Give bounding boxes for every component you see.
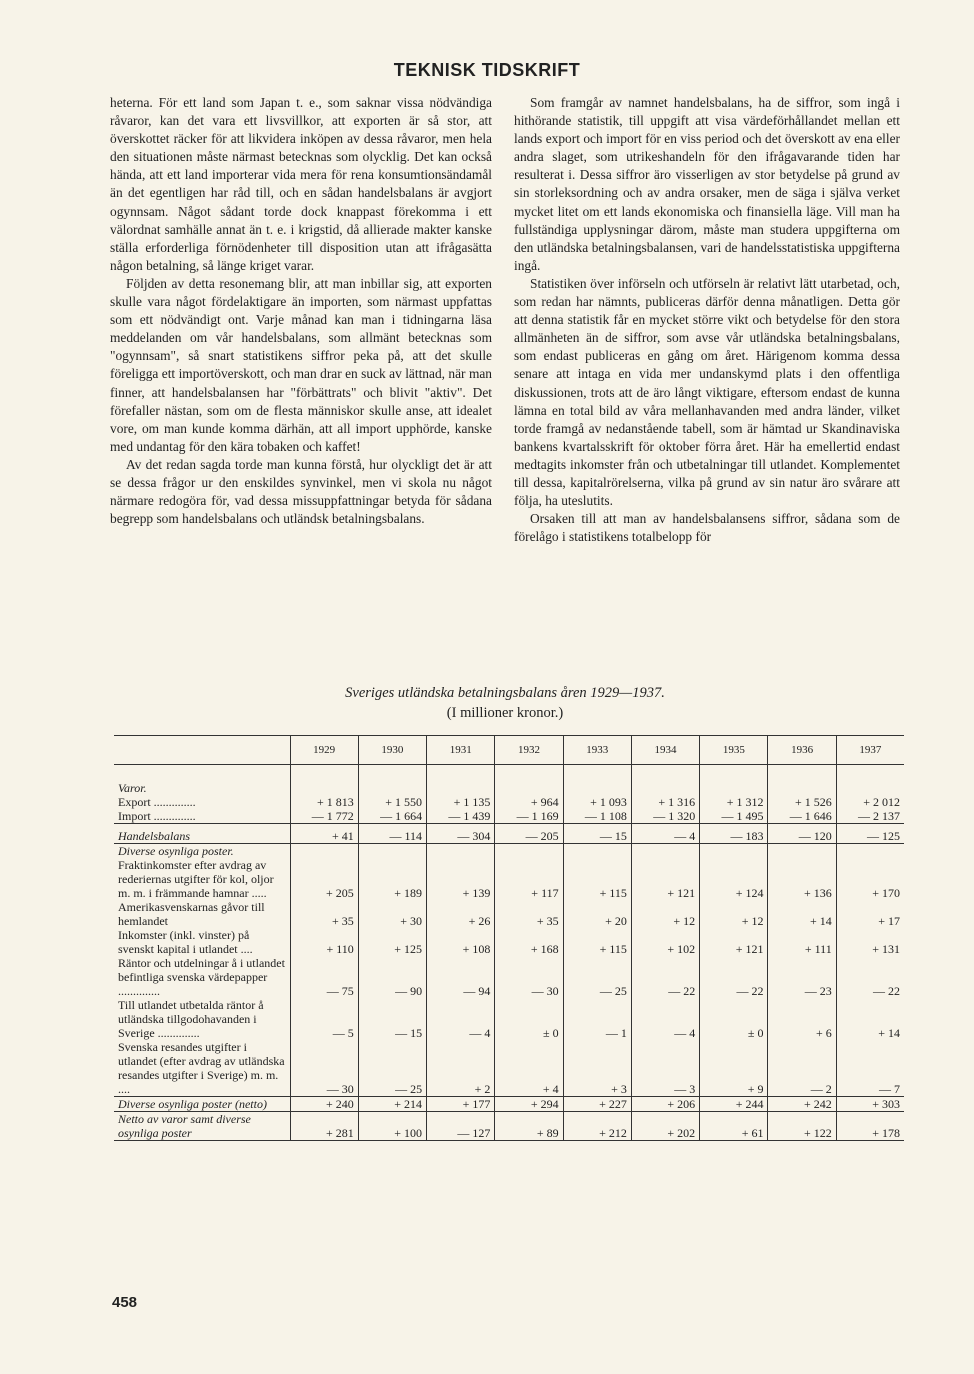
year-header-row bbox=[114, 736, 904, 765]
value-cell: + 121 bbox=[631, 858, 699, 900]
row-label: Svenska resandes utgifter i utlandet (efter avdrag av utländska resandes utgifter i Sverige) m. m. .... bbox=[114, 1040, 290, 1097]
value-cell: + 131 bbox=[836, 928, 904, 956]
value-cell: + 2 012 bbox=[836, 795, 904, 809]
year-cell: 1933 bbox=[563, 736, 631, 765]
value-cell: + 244 bbox=[700, 1096, 768, 1111]
row-label: Inkomster (inkl. vinster) på svenskt kapital i utlandet .... bbox=[118, 927, 253, 956]
value-cell: — 90 bbox=[358, 956, 426, 998]
value-cell: — 22 bbox=[700, 956, 768, 998]
value-cell: + 240 bbox=[290, 1096, 358, 1111]
value-cell: + 6 bbox=[768, 998, 836, 1040]
value-cell: — 1 108 bbox=[563, 809, 631, 824]
year-cell: 1931 bbox=[427, 736, 495, 765]
value-cell: + 1 312 bbox=[700, 795, 768, 809]
table-row bbox=[114, 928, 904, 956]
value-cell: — 114 bbox=[358, 823, 426, 843]
row-label: Fraktinkomster efter avdrag av rederiernas utgifter för kol, oljor m. m. i främmande hamnar ..... bbox=[118, 857, 274, 900]
year-cell: 1935 bbox=[700, 736, 768, 765]
value-cell: + 206 bbox=[631, 1096, 699, 1111]
paragraph: Statistiken över införseln och utförseln är relativt lätt utarbetad, och, som redan har nämnts, publiceras därför denna månatligen. Detta gör att denna statistik får en mycket större vikt och betydelse för den stora allmänheten än de siffror, som avse vår utländska betalningsbalans, som endast publiceras en gång om året. Härigenom komma dessa senare att intaga en vida mer undanskymd plats i den offentliga diskussionen, trots att de äro långt viktigare, eftersom endast de kunna lämna en total bild av våra mellanhavanden med andra länder, vilket torde framgå av nedanstående tabell, som är hämtad ur Skandinaviska bankens kvartalsskrift för oktober förra året. Här ha emellertid endast medtagits inkomster från och utbetalningar till utlandet. Komplementet till dessa, kapitalrörelserna, vilka på grund av sin natur äro svårare att följa, ha uteslutits. bbox=[514, 275, 900, 509]
value-cell: + 9 bbox=[700, 1040, 768, 1097]
value-cell: — 75 bbox=[290, 956, 358, 998]
value-cell: — 7 bbox=[836, 1040, 904, 1097]
section-label: Diverse osynliga poster. bbox=[118, 843, 234, 858]
value-cell: — 2 bbox=[768, 1040, 836, 1097]
value-cell: — 1 bbox=[563, 998, 631, 1040]
value-cell: + 1 093 bbox=[563, 795, 631, 809]
left-column bbox=[110, 94, 492, 528]
table-row bbox=[114, 795, 904, 809]
value-cell: — 125 bbox=[836, 823, 904, 843]
value-cell: + 115 bbox=[563, 858, 631, 900]
row-label: Import .............. bbox=[114, 809, 290, 824]
row-label: Diverse osynliga poster (netto) bbox=[114, 1096, 290, 1111]
value-cell: — 22 bbox=[836, 956, 904, 998]
table-row bbox=[114, 858, 904, 900]
table-row bbox=[114, 956, 904, 998]
page-number: 458 bbox=[112, 1294, 138, 1311]
year-cell: 1937 bbox=[836, 736, 904, 765]
table-row bbox=[114, 998, 904, 1040]
value-cell: + 1 135 bbox=[427, 795, 495, 809]
value-cell: + 30 bbox=[358, 900, 426, 928]
value-cell: + 1 813 bbox=[290, 795, 358, 809]
row-label: Handelsbalans bbox=[114, 823, 290, 843]
journal-header: TEKNISK TIDSKRIFT bbox=[393, 60, 581, 80]
value-cell: — 4 bbox=[631, 823, 699, 843]
year-cell: 1929 bbox=[290, 736, 358, 765]
paragraph: Följden av detta resonemang blir, att man inbillar sig, att exporten skulle vara något fördelaktigare än importen, som närmast uppfattas som ett nödvändigt ont. Varje månad kan man i tidningarna läsa meddelanden om vår handelsbalans, som allmänt betecknas som "ogynnsam", så snart statistikens siffror peka på, att det skulle föreligga ett importöverskott, och man drar en suck av lättnad, när man finner, att handelsbalansen har "förbättrats" och blivit "aktiv". Det förefaller nästan, som om de flesta människor skulle anse, att idealet vore, om man kunde komma därhän, att all import upphörde, kanske med undantag för den kära tobaken och kaffet! bbox=[110, 275, 492, 454]
table-row bbox=[114, 1111, 904, 1140]
value-cell: — 205 bbox=[495, 823, 563, 843]
value-cell: + 205 bbox=[290, 858, 358, 900]
value-cell: + 12 bbox=[631, 900, 699, 928]
value-cell: + 117 bbox=[495, 858, 563, 900]
value-cell: — 3 bbox=[631, 1040, 699, 1097]
value-cell: + 2 bbox=[427, 1040, 495, 1097]
paragraph: Av det redan sagda torde man kunna förstå, hur olyckligt det är att se dessa frågor ur den enskildes synvinkel, men vi skola nu något närmare redogöra för, vad dessa missuppfattningar betyda för sådana begrepp som handelsbalans och utländsk betalningsbalans. bbox=[110, 456, 492, 527]
value-cell: + 110 bbox=[290, 928, 358, 956]
table-row bbox=[114, 843, 904, 858]
value-cell: + 294 bbox=[495, 1096, 563, 1111]
value-cell: + 214 bbox=[358, 1096, 426, 1111]
value-cell: + 170 bbox=[836, 858, 904, 900]
right-column bbox=[514, 94, 900, 546]
row-label: Export .............. bbox=[118, 794, 196, 809]
value-cell: — 1 169 bbox=[495, 809, 563, 824]
value-cell: + 102 bbox=[631, 928, 699, 956]
value-cell: — 183 bbox=[700, 823, 768, 843]
value-cell: — 304 bbox=[427, 823, 495, 843]
row-label: Räntor och utdelningar å i utlandet befintliga svenska värdepapper .............. bbox=[118, 955, 285, 998]
value-cell: + 35 bbox=[290, 900, 358, 928]
value-cell: + 14 bbox=[836, 998, 904, 1040]
value-cell: — 1 772 bbox=[290, 809, 358, 824]
value-cell: — 30 bbox=[495, 956, 563, 998]
value-cell: — 4 bbox=[631, 998, 699, 1040]
value-cell: — 1 439 bbox=[427, 809, 495, 824]
value-cell: + 227 bbox=[563, 1096, 631, 1111]
value-cell: + 303 bbox=[836, 1096, 904, 1111]
value-cell: — 23 bbox=[768, 956, 836, 998]
value-cell: + 202 bbox=[631, 1111, 699, 1140]
value-cell: + 3 bbox=[563, 1040, 631, 1097]
value-cell: + 178 bbox=[836, 1111, 904, 1140]
header-corner bbox=[114, 736, 290, 765]
value-cell: + 124 bbox=[700, 858, 768, 900]
table-row bbox=[114, 809, 904, 824]
paragraph: Som framgår av namnet handelsbalans, ha de siffror, som ingå i hithörande statistik, till uppgift att visa värdeförhållandet mellan ett lands export och import för en viss period och det överskott av ena eller andra slaget, som utrikeshandeln för den ifrågavarande tiden har resulterat i. Dessa siffror äro visserligen av stor betydelse på grund av sin storleksordning och av andra orsaker, men de säga i själva verket mycket litet om ett lands ekonomiska och finansiella läge. Vill man ha fullständiga upplysningar därom, måste man studera uppgifterna om den utländska betalningsbalansen, vari de handelsstatistiska uppgifterna ingå. bbox=[514, 95, 900, 273]
value-cell: + 122 bbox=[768, 1111, 836, 1140]
value-cell: + 1 316 bbox=[631, 795, 699, 809]
value-cell: — 127 bbox=[427, 1111, 495, 1140]
value-cell: — 2 137 bbox=[836, 809, 904, 824]
table-subtitle: (I millioner kronor.) bbox=[446, 705, 564, 721]
balance-table bbox=[114, 735, 904, 1141]
value-cell: — 1 320 bbox=[631, 809, 699, 824]
row-label: Amerikasvenskarnas gåvor till hemlandet bbox=[118, 899, 265, 928]
value-cell: + 125 bbox=[358, 928, 426, 956]
value-cell: + 100 bbox=[358, 1111, 426, 1140]
value-cell: + 136 bbox=[768, 858, 836, 900]
value-cell: — 5 bbox=[290, 998, 358, 1040]
value-cell: — 30 bbox=[290, 1040, 358, 1097]
table-row bbox=[114, 1040, 904, 1097]
value-cell: + 121 bbox=[700, 928, 768, 956]
value-cell: — 1 495 bbox=[700, 809, 768, 824]
table-caption bbox=[0, 683, 974, 723]
value-cell: + 281 bbox=[290, 1111, 358, 1140]
section-label: Varor. bbox=[118, 780, 147, 795]
value-cell: + 89 bbox=[495, 1111, 563, 1140]
value-cell: + 1 526 bbox=[768, 795, 836, 809]
table-title: Sveriges utländska betalningsbalans åren 1929—1937. bbox=[345, 685, 665, 701]
value-cell: + 41 bbox=[290, 823, 358, 843]
value-cell: + 1 550 bbox=[358, 795, 426, 809]
value-cell: — 15 bbox=[358, 998, 426, 1040]
value-cell: + 14 bbox=[768, 900, 836, 928]
row-label: Netto av varor samt diverse osynliga poster bbox=[114, 1111, 290, 1140]
year-cell: 1932 bbox=[495, 736, 563, 765]
value-cell: — 22 bbox=[631, 956, 699, 998]
value-cell: — 94 bbox=[427, 956, 495, 998]
value-cell: — 25 bbox=[563, 956, 631, 998]
row-label: Till utlandet utbetalda räntor å utländska tillgodohavanden i Sverige .............. bbox=[118, 997, 264, 1040]
value-cell: — 4 bbox=[427, 998, 495, 1040]
year-cell: 1930 bbox=[358, 736, 426, 765]
paragraph: heterna. För ett land som Japan t. e., som saknar vissa nödvändiga råvaror, kan det vara ett livsvillkor, att exporten är så stor, att överskottet räcker för att likvidera inköpen av dessa råvaror, men hela den situationen måste närmast betecknas som olycklig. Det kan också hända, att ett land importerar vida mera för rena konsumtionsändamål än det egentligen har råd till, och en sådan handelsbalans är avgjort ogynnsam. Något sådant torde dock knappast förekomma i ett välordnat samhälle annat än t. e. i krigstid, då allierade makter kanske ställa erforderliga förnödenheter till disposition utan att ifrågasätta någon betalning, så länge kriget varar. bbox=[110, 95, 492, 273]
value-cell: + 177 bbox=[427, 1096, 495, 1111]
value-cell: + 61 bbox=[700, 1111, 768, 1140]
value-cell: + 111 bbox=[768, 928, 836, 956]
value-cell: + 139 bbox=[427, 858, 495, 900]
value-cell: + 115 bbox=[563, 928, 631, 956]
table-row bbox=[114, 1096, 904, 1111]
value-cell: + 108 bbox=[427, 928, 495, 956]
value-cell: + 189 bbox=[358, 858, 426, 900]
table-row bbox=[114, 765, 904, 795]
year-cell: 1934 bbox=[631, 736, 699, 765]
value-cell: + 168 bbox=[495, 928, 563, 956]
value-cell: + 26 bbox=[427, 900, 495, 928]
value-cell: + 242 bbox=[768, 1096, 836, 1111]
table-row bbox=[114, 900, 904, 928]
value-cell: ± 0 bbox=[495, 998, 563, 1040]
value-cell: — 1 664 bbox=[358, 809, 426, 824]
value-cell: + 212 bbox=[563, 1111, 631, 1140]
year-cell: 1936 bbox=[768, 736, 836, 765]
value-cell: + 20 bbox=[563, 900, 631, 928]
value-cell: ± 0 bbox=[700, 998, 768, 1040]
value-cell: — 1 646 bbox=[768, 809, 836, 824]
value-cell: + 17 bbox=[836, 900, 904, 928]
table-row bbox=[114, 823, 904, 843]
value-cell: + 35 bbox=[495, 900, 563, 928]
value-cell: + 4 bbox=[495, 1040, 563, 1097]
value-cell: — 15 bbox=[563, 823, 631, 843]
value-cell: — 120 bbox=[768, 823, 836, 843]
value-cell: + 12 bbox=[700, 900, 768, 928]
paragraph: Orsaken till att man av handelsbalansens siffror, sådana som de förelågo i statistikens totalbelopp för bbox=[514, 511, 900, 545]
value-cell: + 964 bbox=[495, 795, 563, 809]
value-cell: — 25 bbox=[358, 1040, 426, 1097]
